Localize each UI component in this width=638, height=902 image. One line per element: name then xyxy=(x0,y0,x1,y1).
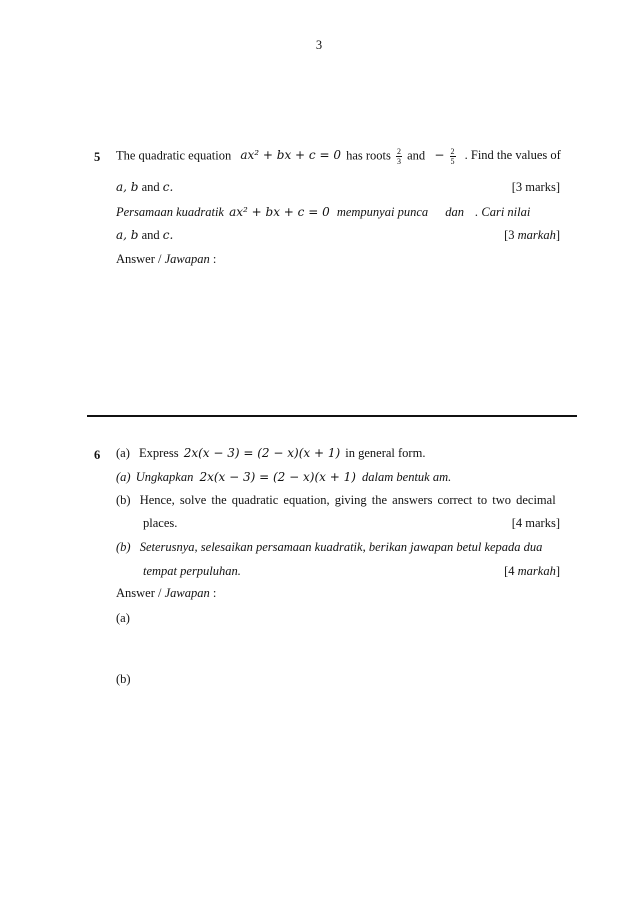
page-number: 3 xyxy=(315,38,323,52)
question-5-variables-line-malay: a, b and c. xyxy=(116,228,174,242)
question-5-line-english: The quadratic equation ax² + bx + c = 0 has roots $\frac{2}{3}$ and − $\frac{2}{5}$ . Find the values of xyxy=(116,147,561,166)
equation: 2x(x − 3) = (2 − x)(x + 1) xyxy=(199,470,356,484)
part-a-malay: (a) Ungkapkan 2x(x − 3) = (2 − x)(x + 1) dalam bentuk am. xyxy=(116,470,452,484)
equation: ax² + bx + c = 0 xyxy=(240,148,341,163)
section-divider xyxy=(87,415,577,417)
fraction-root-1: $\frac{2}{3}$ xyxy=(397,147,401,166)
part-a-english: (a) Express 2x(x − 3) = (2 − x)(x + 1) in general form. xyxy=(116,446,426,460)
answer-space-a-label: (a) xyxy=(116,611,130,625)
part-b-english: (b) Hence, solve the quadratic equation, giving the answers correct to two decimal xyxy=(116,493,556,507)
marks-label-malay: [4 markah] xyxy=(504,564,560,578)
marks-label: [3 marks] xyxy=(511,180,560,194)
question-number: 6 xyxy=(94,448,101,462)
equation: 2x(x − 3) = (2 − x)(x + 1) xyxy=(183,446,341,460)
question-number: 5 xyxy=(94,150,101,164)
marks-label-malay: [3 markah] xyxy=(504,228,560,242)
fraction-root-2: $\frac{2}{5}$ xyxy=(450,147,455,166)
answer-label: Answer / Jawapan : xyxy=(116,586,217,600)
answer-label: Answer / Jawapan : xyxy=(116,252,217,266)
equation: ax² + bx + c = 0 xyxy=(229,205,330,219)
part-b-malay: (b) Seterusnya, selesaikan persamaan kuadratik, berikan jawapan betul kepada dua xyxy=(116,540,543,554)
question-5-variables-line: a, b and c. xyxy=(116,180,174,194)
answer-space-b-label: (b) xyxy=(116,672,131,686)
marks-label: [4 marks] xyxy=(511,516,560,530)
question-5-line-malay: Persamaan kuadratik ax² + bx + c = 0 mempunyai punca dan . Cari nilai xyxy=(116,205,531,219)
